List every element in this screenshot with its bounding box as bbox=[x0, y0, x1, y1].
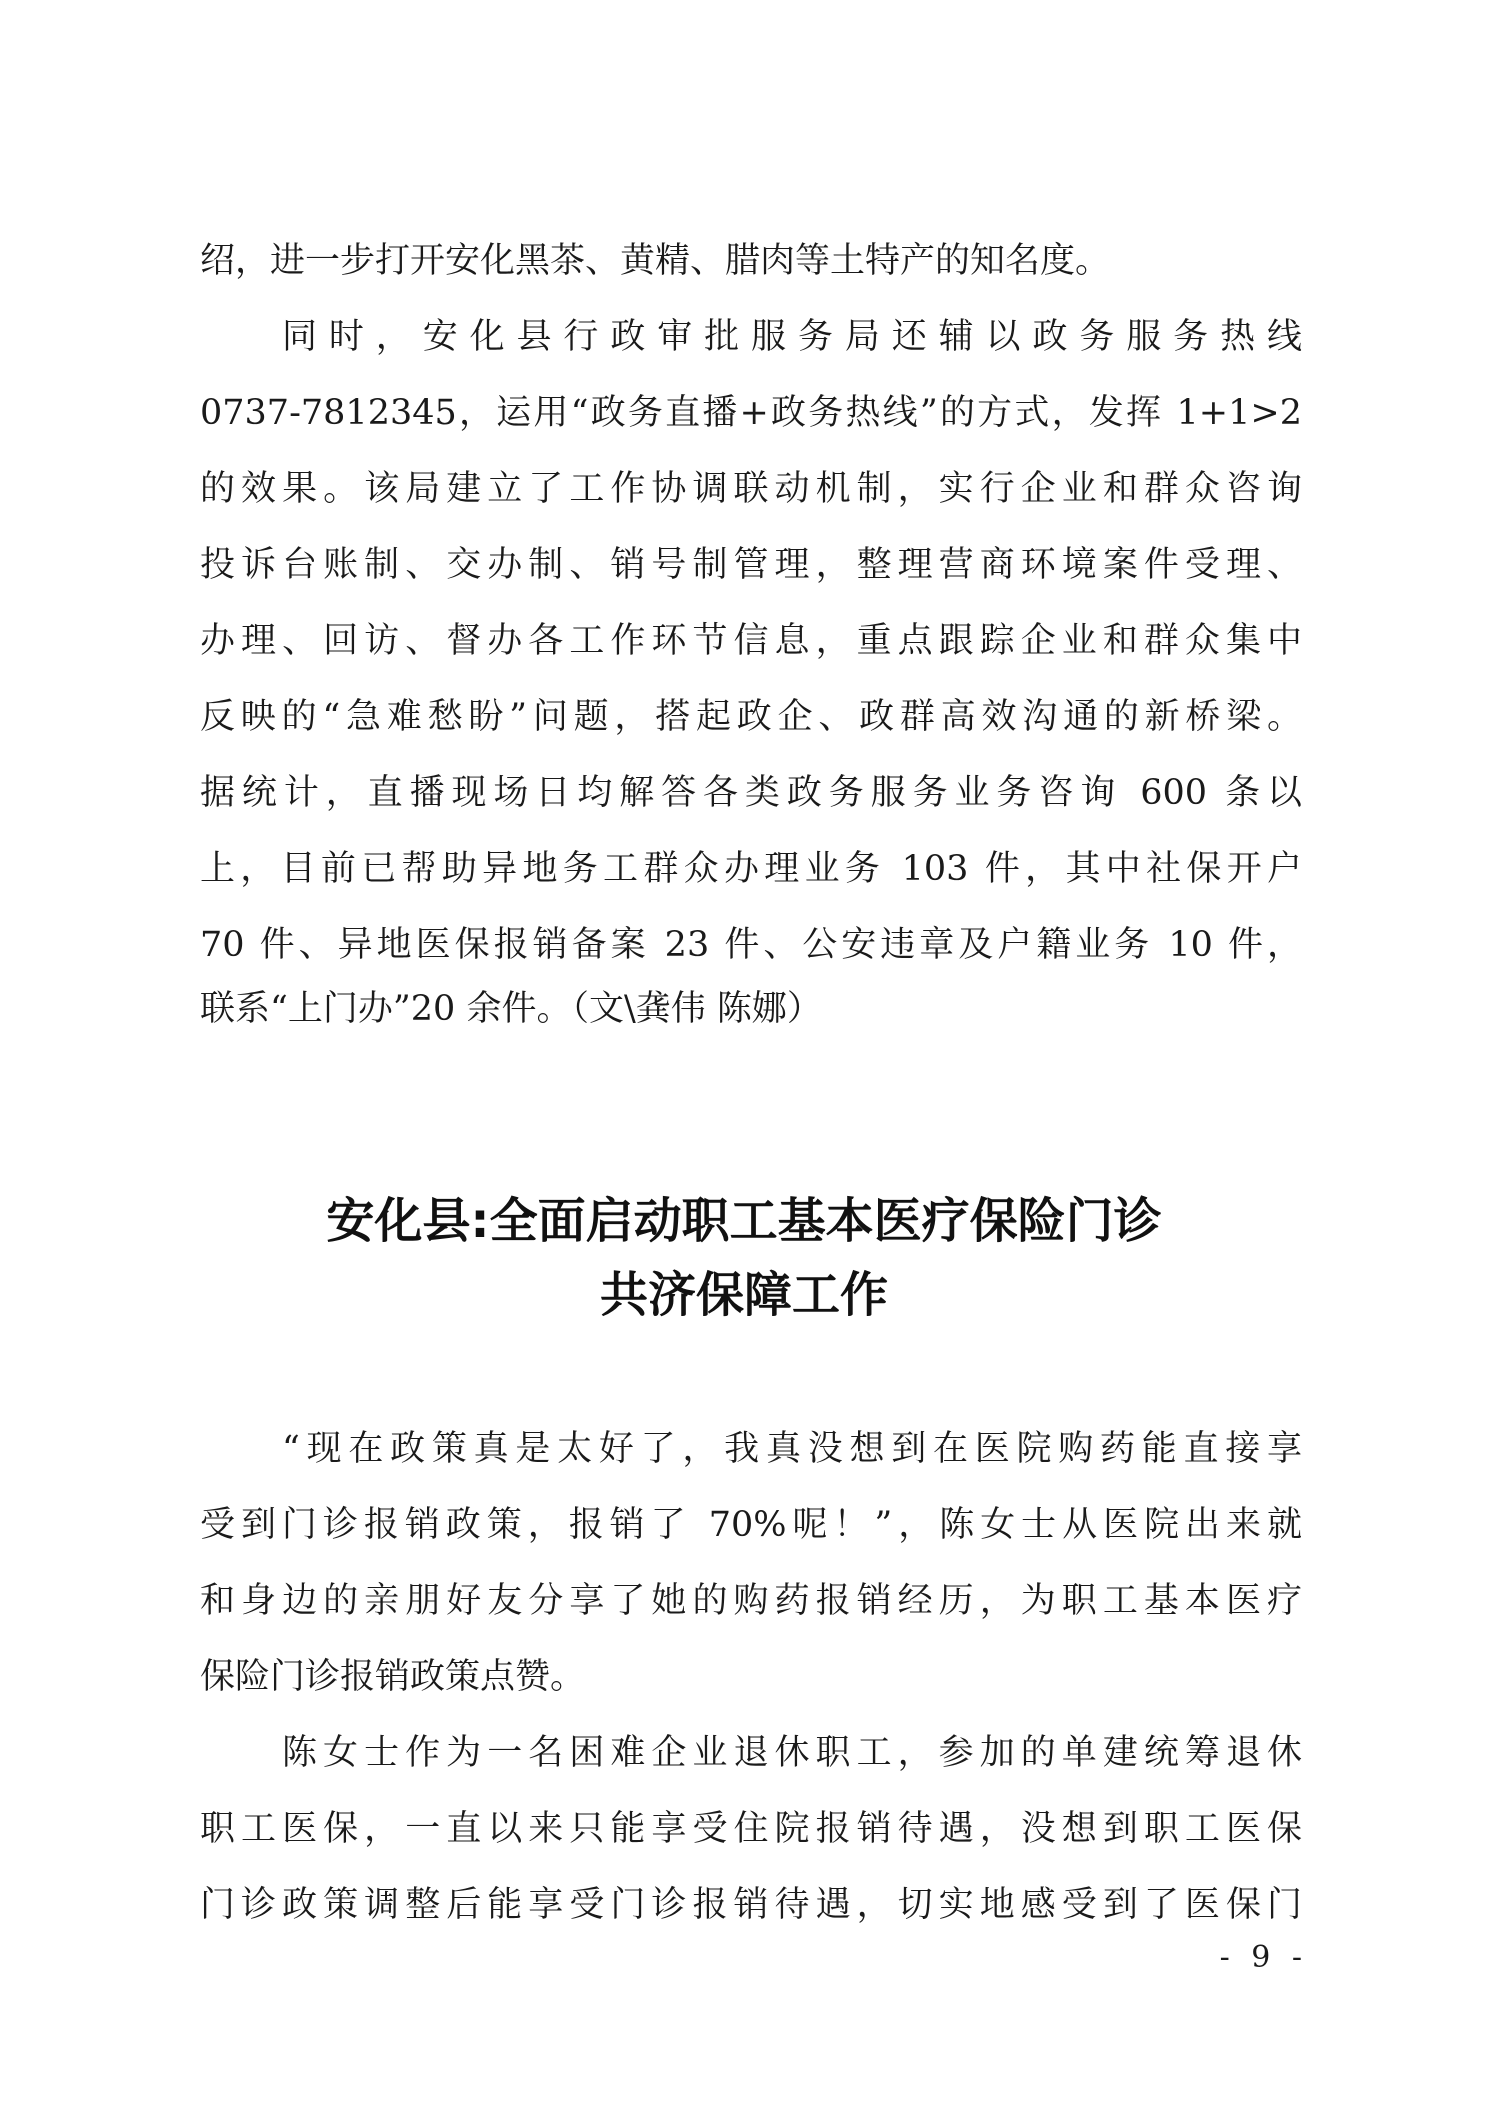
paragraph-line: 联系“上门办”20 余件。（文\龚伟 陈娜） bbox=[200, 989, 822, 1029]
paragraph-line: 反映的“急难愁盼”问题，搭起政企、政群高效沟通的新桥梁。 bbox=[200, 697, 1302, 737]
page-number: - 9 - bbox=[1219, 1940, 1308, 1975]
paragraph-line: 陈女士作为一名困难企业退休职工，参加的单建统筹退休 bbox=[282, 1733, 1302, 1773]
paragraph-line: 门诊政策调整后能享受门诊报销待遇，切实地感受到了医保门 bbox=[200, 1885, 1302, 1925]
paragraph-line: “现在政策真是太好了，我真没想到在医院购药能直接享 bbox=[282, 1429, 1302, 1469]
paragraph-line: 职工医保，一直以来只能享受住院报销待遇，没想到职工医保 bbox=[200, 1809, 1302, 1849]
title-line-1: 安化县:全面启动职工基本医疗保险门诊 bbox=[326, 1193, 1162, 1249]
paragraph-line: 投诉台账制、交办制、销号制管理，整理营商环境案件受理、 bbox=[200, 545, 1302, 585]
paragraph-line: 上，目前已帮助异地务工群众办理业务 103 件，其中社保开户 bbox=[200, 849, 1302, 889]
paragraph-line: 的效果。该局建立了工作协调联动机制，实行企业和群众咨询 bbox=[200, 469, 1302, 509]
paragraph-line: 同时，安化县行政审批服务局还辅以政务服务热线 bbox=[282, 317, 1302, 357]
paragraph-line: 和身边的亲朋好友分享了她的购药报销经历，为职工基本医疗 bbox=[200, 1581, 1302, 1621]
paragraph-line: 据统计，直播现场日均解答各类政务服务业务咨询 600 条以 bbox=[200, 773, 1302, 813]
paragraph-line: 办理、回访、督办各工作环节信息，重点跟踪企业和群众集中 bbox=[200, 621, 1302, 661]
paragraph-line: 0737-7812345，运用“政务直播+政务热线”的方式，发挥 1+1>2 bbox=[200, 393, 1302, 433]
title-line-2: 共济保障工作 bbox=[599, 1267, 888, 1323]
paragraph-line: 绍，进一步打开安化黑茶、黄精、腊肉等土特产的知名度。 bbox=[200, 241, 1111, 281]
paragraph-line: 保险门诊报销政策点赞。 bbox=[200, 1657, 586, 1697]
paragraph-line: 70 件、异地医保报销备案 23 件、公安违章及户籍业务 10 件， bbox=[200, 925, 1302, 965]
paragraph-line: 受到门诊报销政策，报销了 70%呢！”，陈女士从医院出来就 bbox=[200, 1505, 1302, 1545]
